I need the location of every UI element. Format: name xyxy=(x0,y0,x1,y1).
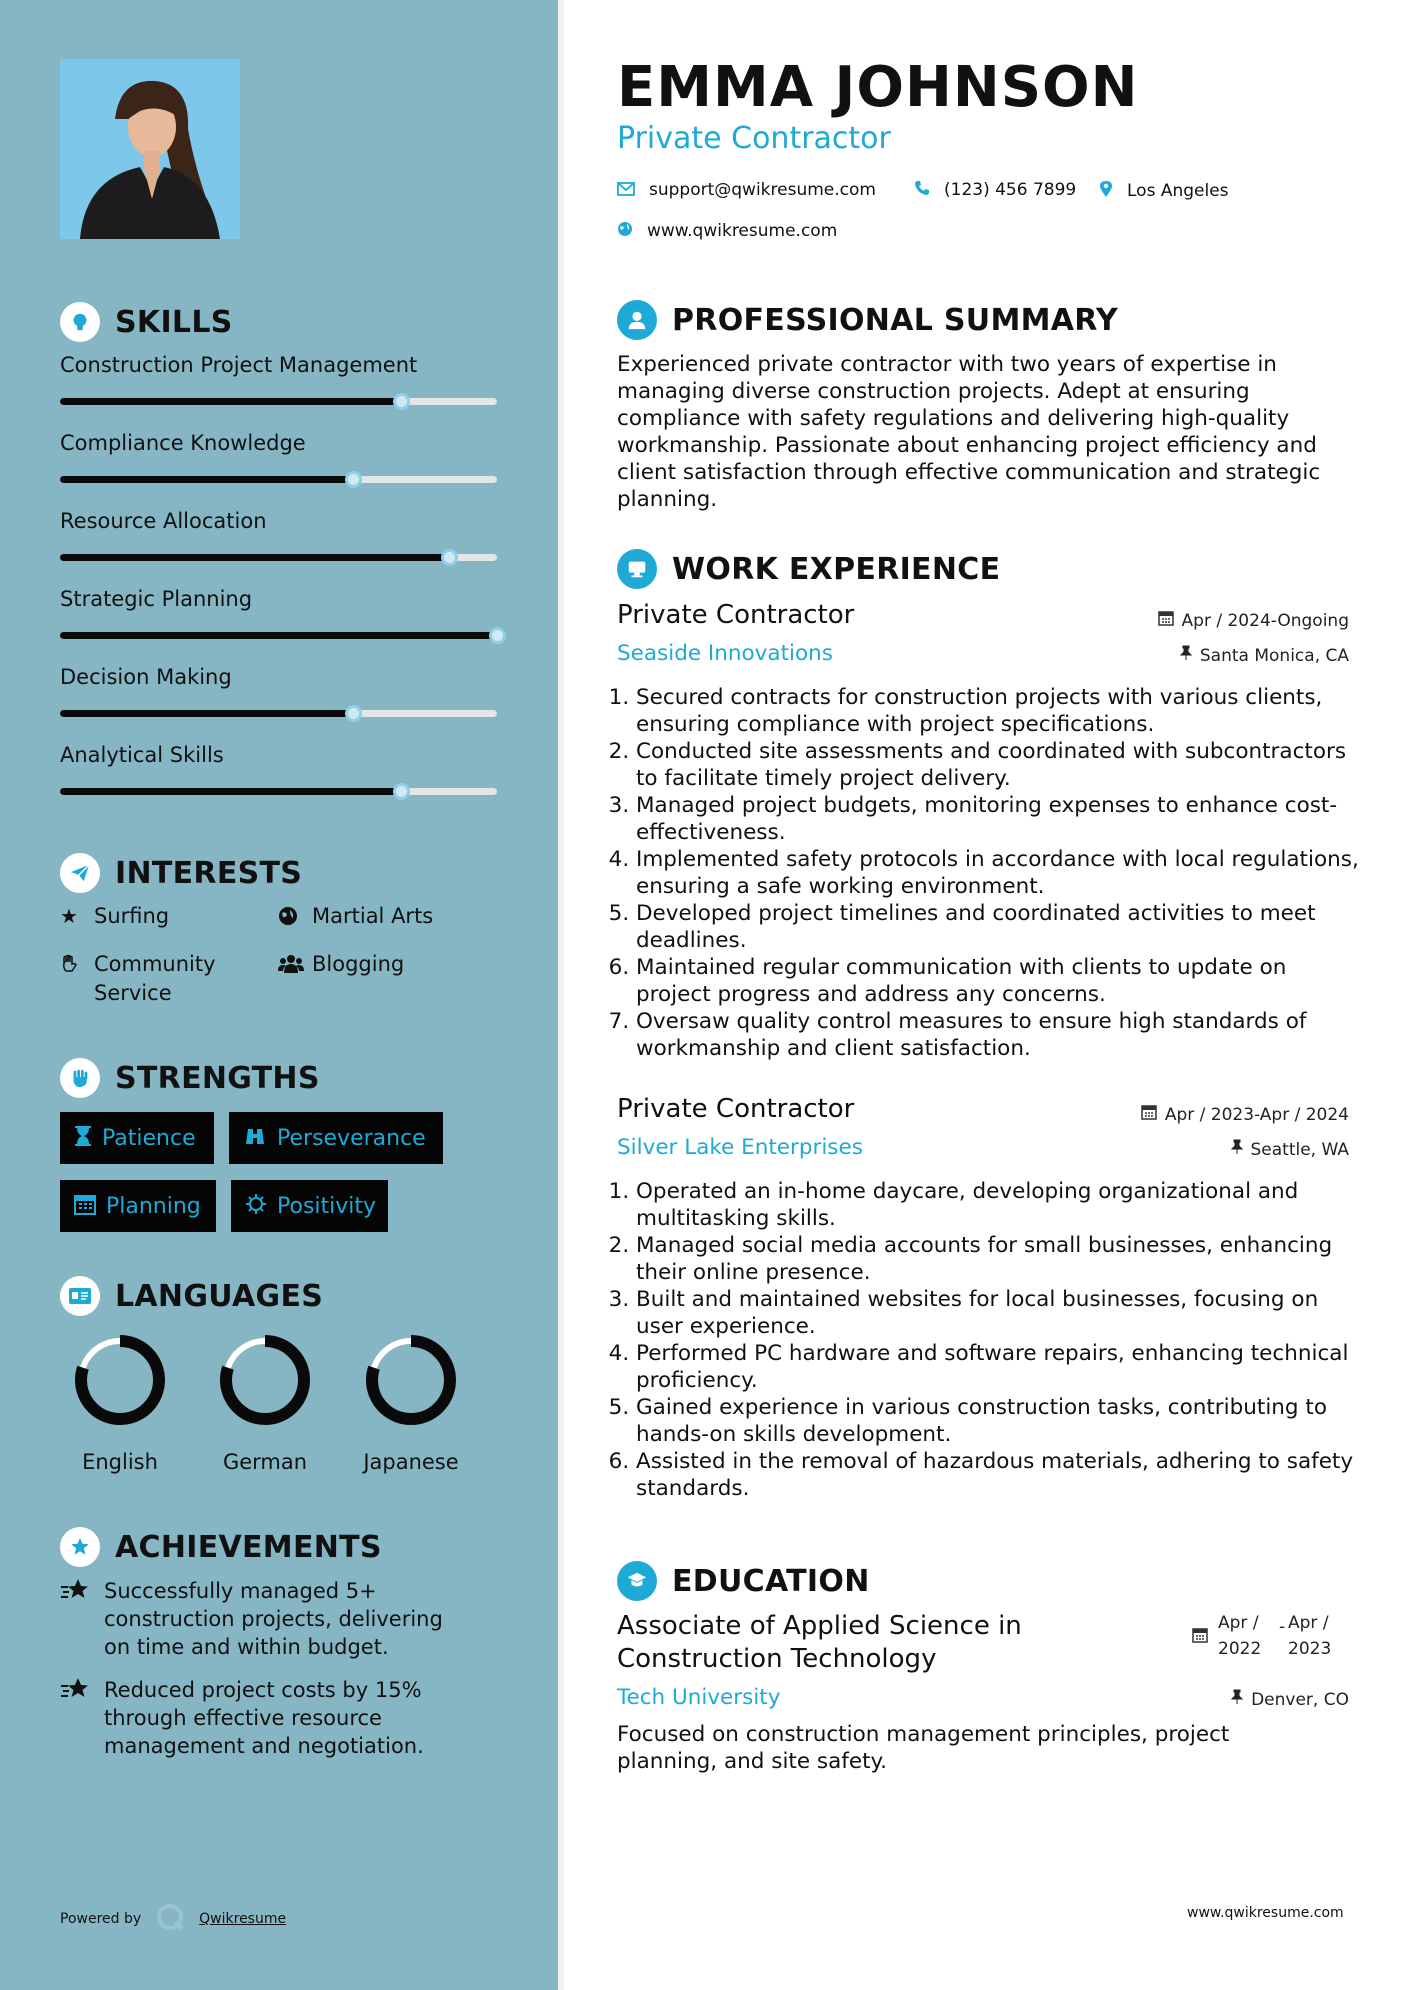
language-ring xyxy=(215,1330,315,1430)
profile-photo xyxy=(60,59,240,239)
language-item xyxy=(50,1330,190,1474)
duty-item: 1. Operated an in-home daycare, developing organizational and multitasking skills. xyxy=(636,1178,1360,1232)
school-location-text: Denver, CO xyxy=(1251,1689,1349,1710)
pushpin-icon xyxy=(1180,645,1192,666)
interest-label: Surfing xyxy=(94,904,170,928)
job-company: Seaside Innovations xyxy=(617,641,833,666)
achievement-text: Reduced project costs by 15% through effective resource management and negotiation. xyxy=(104,1678,424,1758)
users-icon xyxy=(278,950,304,983)
sun-icon xyxy=(245,1193,267,1220)
pushpin-icon xyxy=(1231,1689,1243,1710)
phone-icon xyxy=(914,180,930,200)
education-title: EDUCATION xyxy=(672,1563,870,1599)
skill-item xyxy=(60,353,500,377)
skill-item xyxy=(60,509,500,533)
duty-item: 2. Conducted site assessments and coordinated with subcontractors to facilitate timely project delivery. xyxy=(636,738,1360,792)
edu-end-year: 2023 xyxy=(1288,1639,1332,1659)
location-text: Los Angeles xyxy=(1127,181,1229,201)
job-title: Private Contractor xyxy=(617,1094,855,1124)
achievements-title: ACHIEVEMENTS xyxy=(115,1529,382,1565)
interest-label: Community Service xyxy=(94,952,216,1005)
degree-line: Associate of Applied Science in xyxy=(617,1611,1022,1641)
duty-item: 6. Assisted in the removal of hazardous materials, adhering to safety standards. xyxy=(636,1448,1360,1502)
language-label: Japanese xyxy=(363,1450,459,1474)
strength-label: Planning xyxy=(106,1193,201,1219)
binoculars-icon xyxy=(243,1126,267,1151)
edu-end-month: Apr / xyxy=(1288,1613,1329,1633)
graduation-icon xyxy=(617,1561,657,1601)
skills-heading xyxy=(60,302,233,342)
achievement-item xyxy=(60,1676,500,1760)
duty-item: 2. Managed social media accounts for small businesses, enhancing their online presence. xyxy=(636,1232,1360,1286)
achievement-text: Successfully managed 5+ construction projects, delivering on time and within budget. xyxy=(104,1579,443,1659)
job-date xyxy=(1158,610,1349,631)
skill-bar xyxy=(60,710,497,717)
strengths-title: STRENGTHS xyxy=(115,1060,320,1096)
duty-item: 7. Oversaw quality control measures to ensure high standards of workmanship and client satisfaction. xyxy=(636,1008,1360,1062)
summary-title: PROFESSIONAL SUMMARY xyxy=(672,302,1119,338)
calendar-icon xyxy=(1141,1104,1157,1125)
calendar-icon xyxy=(1158,610,1174,631)
degree-title xyxy=(617,1610,1077,1676)
job-company: Silver Lake Enterprises xyxy=(617,1135,863,1160)
skill-bar xyxy=(60,398,497,405)
skill-bar-knob xyxy=(393,783,410,800)
skill-bar xyxy=(60,788,497,795)
skill-bar-knob xyxy=(489,627,506,644)
skill-label: Strategic Planning xyxy=(60,587,253,611)
language-label: English xyxy=(82,1450,158,1474)
degree-line: Construction Technology xyxy=(617,1644,937,1674)
skill-item xyxy=(60,743,500,767)
globe-icon xyxy=(617,221,633,241)
star-medal-icon xyxy=(60,1577,104,1661)
interests-heading xyxy=(60,853,302,893)
globe-icon xyxy=(278,902,304,934)
contact-location xyxy=(1099,180,1229,202)
skill-label: Resource Allocation xyxy=(60,509,267,533)
paper-plane-icon xyxy=(60,853,100,893)
skill-bar xyxy=(60,632,497,639)
hourglass-icon xyxy=(74,1125,92,1152)
interest-item xyxy=(278,950,404,983)
strength-tag xyxy=(60,1180,216,1232)
edu-date-separator: - xyxy=(1279,1617,1286,1637)
job-date-text: Apr / 2023-Apr / 2024 xyxy=(1164,1104,1349,1125)
languages-heading xyxy=(60,1276,323,1316)
skill-label: Analytical Skills xyxy=(60,743,224,767)
job-date-text: Apr / 2024-Ongoing xyxy=(1181,610,1349,631)
duty-item: 5. Developed project timelines and coordinated activities to meet deadlines. xyxy=(636,900,1360,954)
website-text: www.qwikresume.com xyxy=(647,221,838,241)
job-date xyxy=(1141,1104,1349,1125)
experience-title: WORK EXPERIENCE xyxy=(672,551,1001,587)
job-duties-list xyxy=(610,684,1360,1062)
fist-icon xyxy=(60,1058,100,1098)
interest-label: Blogging xyxy=(312,952,405,976)
duty-item: 1. Secured contracts for construction projects with various clients, ensuring compliance with project specifications. xyxy=(636,684,1360,738)
education-heading xyxy=(617,1561,870,1601)
duty-item: 4. Performed PC hardware and software repairs, enhancing technical proficiency. xyxy=(636,1340,1360,1394)
star-icon: ★ xyxy=(60,904,78,928)
strength-label: Positivity xyxy=(277,1193,377,1219)
skill-bar xyxy=(60,554,497,561)
language-ring xyxy=(361,1330,461,1430)
qwikresume-logo-icon xyxy=(155,1902,185,1936)
skill-item xyxy=(60,431,500,455)
experience-heading xyxy=(617,549,1000,589)
strength-tag xyxy=(231,1180,388,1232)
job-location xyxy=(1180,645,1349,666)
calendar-icon xyxy=(74,1193,96,1220)
candidate-name: EMMA JOHNSON xyxy=(617,55,1139,120)
star-medal-icon xyxy=(60,1676,104,1760)
skill-bar-knob xyxy=(441,549,458,566)
duty-item: 5. Gained experience in various construction tasks, contributing to hands-on skills development. xyxy=(636,1394,1360,1448)
language-label: German xyxy=(222,1450,308,1474)
skill-bar-knob xyxy=(393,393,410,410)
skill-bar-fill xyxy=(60,788,401,795)
skill-bar-knob xyxy=(345,471,362,488)
edu-start-month: Apr / xyxy=(1218,1613,1259,1633)
job-title: Private Contractor xyxy=(617,600,855,630)
education-description: Focused on construction management principles, project planning, and site safety. xyxy=(617,1722,1230,1774)
achievement-item xyxy=(60,1577,500,1661)
skill-bar-fill xyxy=(60,398,401,405)
language-item xyxy=(341,1330,481,1474)
school-name: Tech University xyxy=(617,1685,781,1710)
envelope-icon xyxy=(617,181,635,200)
interest-item xyxy=(278,902,433,934)
language-item xyxy=(195,1330,335,1474)
skills-title: SKILLS xyxy=(115,304,233,340)
interest-label: Martial Arts xyxy=(312,904,434,928)
skill-bar-fill xyxy=(60,710,353,717)
skill-bar-knob xyxy=(345,705,362,722)
candidate-role: Private Contractor xyxy=(617,121,891,156)
lightbulb-icon xyxy=(60,302,100,342)
languages-title: LANGUAGES xyxy=(115,1278,324,1314)
calendar-icon xyxy=(1192,1627,1208,1647)
skill-bar-fill xyxy=(60,476,353,483)
strengths-heading xyxy=(60,1058,320,1098)
strength-label: Perseverance xyxy=(277,1125,426,1151)
duty-item: 3. Built and maintained websites for local businesses, focusing on user experience. xyxy=(636,1286,1360,1340)
pushpin-icon xyxy=(1231,1139,1243,1160)
skill-bar-fill xyxy=(60,632,497,639)
skill-label: Compliance Knowledge xyxy=(60,431,306,455)
trophy-star-icon xyxy=(60,1527,100,1567)
email-text: support@qwikresume.com xyxy=(649,180,876,200)
strength-tag xyxy=(60,1112,214,1164)
achievements-heading xyxy=(60,1527,382,1567)
duty-item: 3. Managed project budgets, monitoring expenses to enhance cost-effectiveness. xyxy=(636,792,1360,846)
strength-tag xyxy=(229,1112,443,1164)
qwikresume-link[interactable]: Qwikresume xyxy=(199,1911,287,1927)
powered-by-label: Powered by xyxy=(60,1911,142,1927)
job-location-text: Seattle, WA xyxy=(1250,1139,1349,1160)
user-icon xyxy=(617,300,657,340)
phone-text: (123) 456 7899 xyxy=(944,180,1077,200)
column-divider xyxy=(558,0,564,1990)
interest-item xyxy=(60,902,169,931)
edu-start-date xyxy=(1218,1610,1261,1662)
job-location xyxy=(1231,1139,1350,1160)
footer-website[interactable]: www.qwikresume.com xyxy=(1187,1905,1344,1921)
contact-phone[interactable] xyxy=(914,180,1076,200)
duty-item: 4. Implemented safety protocols in accordance with local regulations, ensuring a safe working environment. xyxy=(636,846,1360,900)
id-card-icon xyxy=(60,1276,100,1316)
school-location xyxy=(1231,1689,1349,1710)
interest-item xyxy=(60,950,260,1008)
duty-item: 6. Maintained regular communication with clients to update on project progress and address any concerns. xyxy=(636,954,1360,1008)
edu-start-year: 2022 xyxy=(1218,1639,1262,1659)
interests-title: INTERESTS xyxy=(115,855,303,891)
edu-end-date xyxy=(1288,1610,1331,1662)
skill-bar xyxy=(60,476,497,483)
hand-icon xyxy=(60,950,86,1008)
summary-text: Experienced private contractor with two years of expertise in managing diverse construction projects. Adept at ensuring compliance with safety regulations and delivering high-quality workmanship. Passionate about enhancing project efficiency and client satisfaction through effective communication and strategic planning. xyxy=(617,352,1321,512)
strength-label: Patience xyxy=(102,1125,196,1151)
job-duties-list xyxy=(610,1178,1360,1502)
contact-website[interactable] xyxy=(617,221,837,241)
skill-bar-fill xyxy=(60,554,449,561)
skill-label: Construction Project Management xyxy=(60,353,418,377)
language-ring xyxy=(70,1330,170,1430)
powered-by xyxy=(60,1902,286,1936)
contact-email[interactable] xyxy=(617,180,876,200)
map-pin-icon xyxy=(1099,180,1113,202)
skill-item xyxy=(60,665,500,689)
briefcase-icon xyxy=(617,549,657,589)
summary-heading xyxy=(617,300,1118,340)
skill-item xyxy=(60,587,500,611)
skill-label: Decision Making xyxy=(60,665,232,689)
job-location-text: Santa Monica, CA xyxy=(1199,645,1349,666)
